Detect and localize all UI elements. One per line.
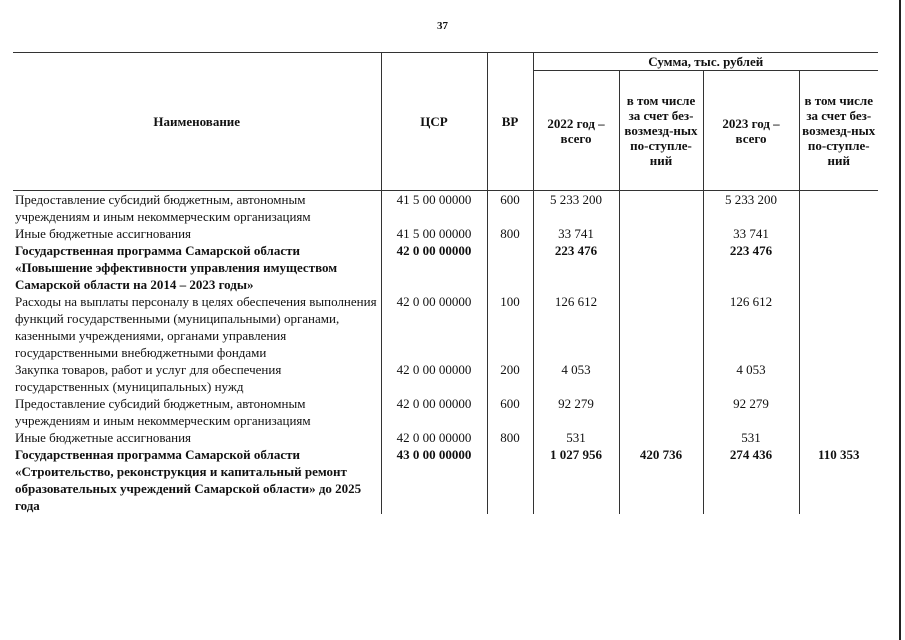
page-edge-line xyxy=(899,0,901,640)
cell-2023-grants xyxy=(799,242,878,293)
header-2023-grants: в том числе за счет без-возмезд-ных по-ступле-ний xyxy=(799,71,878,191)
cell-2023-grants xyxy=(799,293,878,361)
cell-2023-grants xyxy=(799,191,878,226)
cell-2023-total: 92 279 xyxy=(703,395,799,429)
cell-2023-total: 126 612 xyxy=(703,293,799,361)
cell-vr xyxy=(487,446,533,514)
cell-2022-grants xyxy=(619,191,703,226)
cell-2022-grants xyxy=(619,429,703,446)
cell-csr: 43 0 00 00000 xyxy=(381,446,487,514)
cell-2022-grants: 420 736 xyxy=(619,446,703,514)
cell-2022-grants xyxy=(619,242,703,293)
cell-2022-grants xyxy=(619,361,703,395)
cell-vr: 600 xyxy=(487,395,533,429)
cell-2022-total: 33 741 xyxy=(533,225,619,242)
header-csr: ЦСР xyxy=(381,53,487,191)
cell-2022-grants xyxy=(619,293,703,361)
cell-vr: 600 xyxy=(487,191,533,226)
cell-csr: 42 0 00 00000 xyxy=(381,242,487,293)
cell-2023-grants xyxy=(799,429,878,446)
cell-2023-grants xyxy=(799,361,878,395)
cell-2022-total: 223 476 xyxy=(533,242,619,293)
table-row xyxy=(13,191,878,226)
header-2023-total: 2023 год – всего xyxy=(703,71,799,191)
header-sum-group: Сумма, тыс. рублей xyxy=(533,53,878,71)
cell-2022-total: 1 027 956 xyxy=(533,446,619,514)
table-row xyxy=(13,225,878,242)
cell-2023-grants xyxy=(799,225,878,242)
cell-2022-total: 5 233 200 xyxy=(533,191,619,226)
table-row xyxy=(13,429,878,446)
cell-vr: 100 xyxy=(487,293,533,361)
header-2022-grants: в том числе за счет без-возмезд-ных по-ступле-ний xyxy=(619,71,703,191)
cell-2023-total: 5 233 200 xyxy=(703,191,799,226)
cell-vr xyxy=(487,242,533,293)
cell-name: Закупка товаров, работ и услуг для обеспечения государственных (муниципальных) нужд xyxy=(13,361,381,395)
table-body xyxy=(13,191,878,515)
cell-2023-total: 223 476 xyxy=(703,242,799,293)
table-row xyxy=(13,446,878,514)
cell-2023-grants xyxy=(799,395,878,429)
cell-csr: 41 5 00 00000 xyxy=(381,191,487,226)
cell-csr: 41 5 00 00000 xyxy=(381,225,487,242)
header-name: Наименование xyxy=(13,53,381,191)
cell-vr: 200 xyxy=(487,361,533,395)
cell-2023-total: 531 xyxy=(703,429,799,446)
cell-name: Государственная программа Самарской области «Повышение эффективности управления имуществом Самарской области на 2014 – 2023 годы» xyxy=(13,242,381,293)
cell-2023-total: 4 053 xyxy=(703,361,799,395)
cell-name: Государственная программа Самарской области «Строительство, реконструкция и капитальный ремонт образовательных учреждений Самарской области» до 2025 года xyxy=(13,446,381,514)
cell-2022-total: 126 612 xyxy=(533,293,619,361)
cell-name: Иные бюджетные ассигнования xyxy=(13,429,381,446)
cell-name: Предоставление субсидий бюджетным, автономным учреждениям и иным некоммерческим организациям xyxy=(13,395,381,429)
table-row xyxy=(13,361,878,395)
cell-csr: 42 0 00 00000 xyxy=(381,361,487,395)
page-number: 37 xyxy=(437,20,448,32)
table-row xyxy=(13,395,878,429)
cell-2022-total: 92 279 xyxy=(533,395,619,429)
cell-name: Предоставление субсидий бюджетным, автономным учреждениям и иным некоммерческим организациям xyxy=(13,191,381,226)
cell-csr: 42 0 00 00000 xyxy=(381,429,487,446)
cell-csr: 42 0 00 00000 xyxy=(381,293,487,361)
header-2022-total: 2022 год – всего xyxy=(533,71,619,191)
table-row xyxy=(13,293,878,361)
header-vr: ВР xyxy=(487,53,533,191)
budget-table xyxy=(13,52,878,514)
cell-name: Иные бюджетные ассигнования xyxy=(13,225,381,242)
cell-vr: 800 xyxy=(487,225,533,242)
cell-csr: 42 0 00 00000 xyxy=(381,395,487,429)
cell-2023-grants: 110 353 xyxy=(799,446,878,514)
cell-2022-grants xyxy=(619,225,703,242)
cell-2023-total: 33 741 xyxy=(703,225,799,242)
table-row xyxy=(13,242,878,293)
cell-name: Расходы на выплаты персоналу в целях обеспечения выполнения функций государственными (муниципальными) органами, казенными учреждениями, органами управления государственными внебюджетными фондами xyxy=(13,293,381,361)
cell-2023-total: 274 436 xyxy=(703,446,799,514)
cell-2022-grants xyxy=(619,395,703,429)
cell-vr: 800 xyxy=(487,429,533,446)
cell-2022-total: 4 053 xyxy=(533,361,619,395)
cell-2022-total: 531 xyxy=(533,429,619,446)
